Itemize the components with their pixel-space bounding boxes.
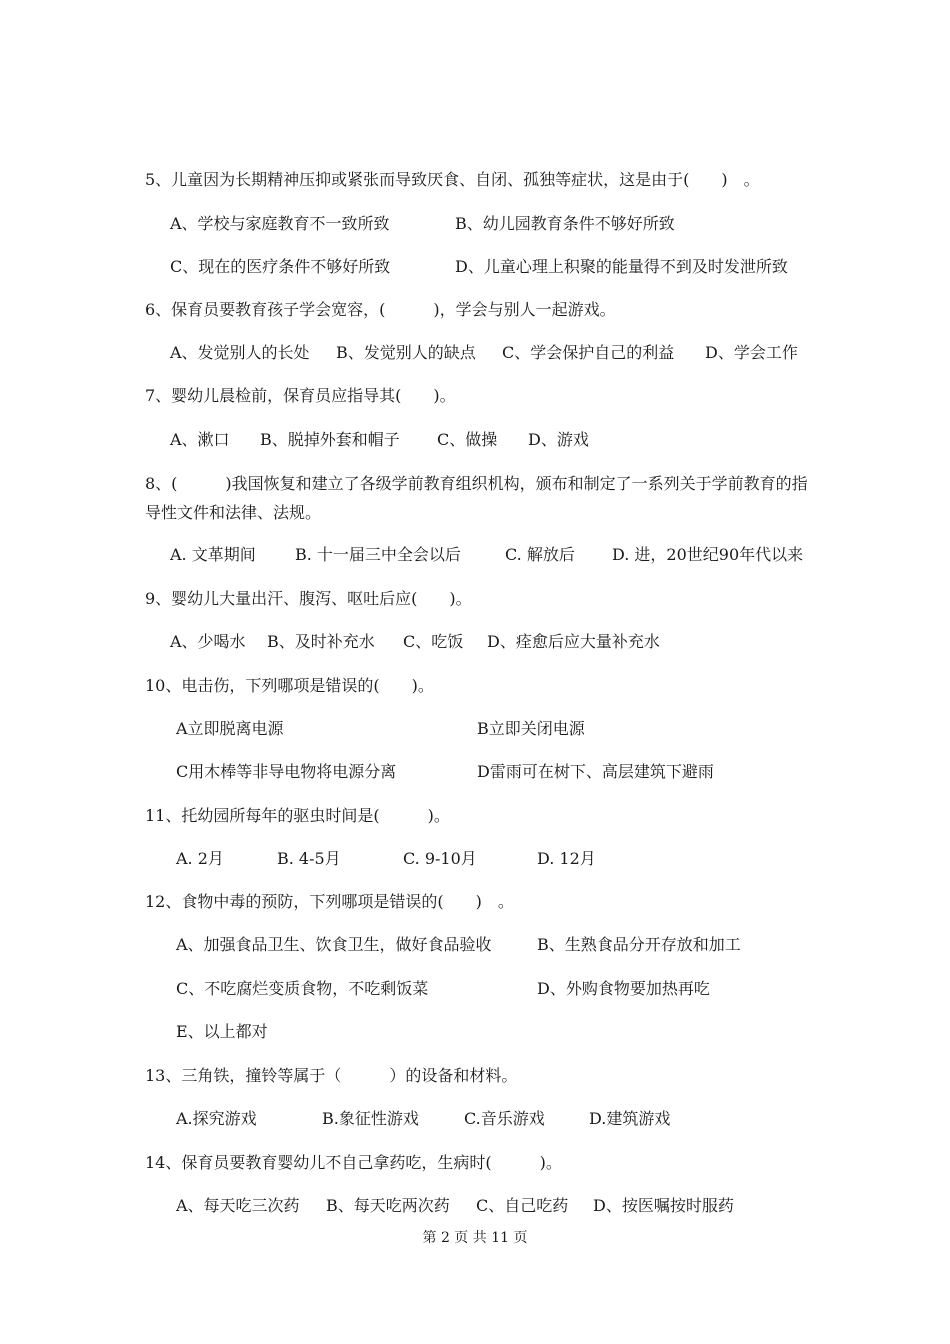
option-12d: D、外购食物要加热再吃 [537,979,710,998]
option-5d: D、儿童心理上积聚的能量得不到及时发泄所致 [455,257,788,276]
option-13a: A.探究游戏 [176,1109,257,1128]
question-8: 8、( )我国恢复和建立了各级学前教育组织机构，颁布和制定了一系列关于学前教育的指导性文件和法律、法规。 [145,474,808,522]
option-12a: A、加强食品卫生、饮食卫生，做好食品验收 [176,935,492,954]
question-7: 7、婴幼儿晨检前，保育员应指导其( )。 [145,386,456,405]
option-6b: B、发觉别人的缺点 [336,343,476,362]
option-5b: B、幼儿园教育条件不够好所致 [455,214,675,233]
option-13d: D.建筑游戏 [589,1109,671,1128]
option-13c: C.音乐游戏 [464,1109,545,1128]
option-9a: A、少喝水 [170,632,246,651]
option-6d: D、学会工作 [705,343,798,362]
option-6a: A、发觉别人的长处 [170,343,310,362]
option-7c: C、做操 [437,430,498,449]
option-5c: C、现在的医疗条件不够好所致 [170,257,391,276]
question-6: 6、保育员要教育孩子学会宽容，( )，学会与别人一起游戏。 [145,300,616,319]
question-12: 12、食物中毒的预防，下列哪项是错误的( ) 。 [145,892,514,911]
question-13: 13、三角铁，撞铃等属于（ ）的设备和材料。 [145,1066,518,1085]
option-7d: D、游戏 [528,430,589,449]
option-14d: D、按医嘱按时服药 [593,1196,734,1215]
option-10a: A立即脱离电源 [176,719,284,738]
option-9b: B、及时补充水 [267,632,375,651]
option-9d: D、痊愈后应大量补充水 [487,632,660,651]
option-8a: A. 文革期间 [170,545,256,564]
option-11d: D. 12月 [537,849,596,868]
option-7b: B、脱掉外套和帽子 [260,430,400,449]
option-10c: C用木棒等非导电物将电源分离 [176,762,397,781]
option-8c: C. 解放后 [505,545,575,564]
option-9c: C、吃饭 [403,632,464,651]
page-footer: 第 2 页 共 11 页 [422,1230,528,1246]
question-14: 14、保育员要教育婴幼儿不自己拿药吃，生病时( )。 [145,1153,562,1172]
option-12c: C、不吃腐烂变质食物，不吃剩饭菜 [176,979,429,998]
question-5: 5、儿童因为长期精神压抑或紧张而导致厌食、自闭、孤独等症状，这是由于( ) 。 [145,170,760,189]
option-5a: A、学校与家庭教育不一致所致 [170,214,390,233]
option-14a: A、每天吃三次药 [176,1196,300,1215]
question-10: 10、电击伤，下列哪项是错误的( )。 [145,676,434,695]
option-8b: B. 十一届三中全会以后 [295,545,461,564]
option-10b: B立即关闭电源 [477,719,585,738]
option-12e: E、以上都对 [176,1022,268,1041]
option-7a: A、漱口 [170,430,230,449]
option-14b: B、每天吃两次药 [326,1196,450,1215]
option-11a: A. 2月 [176,849,224,868]
option-12b: B、生熟食品分开存放和加工 [537,935,741,954]
option-14c: C、自己吃药 [476,1196,569,1215]
option-11c: C. 9-10月 [403,849,477,868]
option-6c: C、学会保护自己的利益 [502,343,675,362]
question-11: 11、托幼园所每年的驱虫时间是( )。 [145,806,450,825]
option-10d: D雷雨可在树下、高层建筑下避雨 [477,762,714,781]
option-8d: D. 进，20世纪90年代以来 [612,545,804,564]
question-9: 9、婴幼儿大量出汗、腹泻、呕吐后应( )。 [145,589,472,608]
option-11b: B. 4-5月 [277,849,341,868]
option-13b: B.象征性游戏 [322,1109,419,1128]
